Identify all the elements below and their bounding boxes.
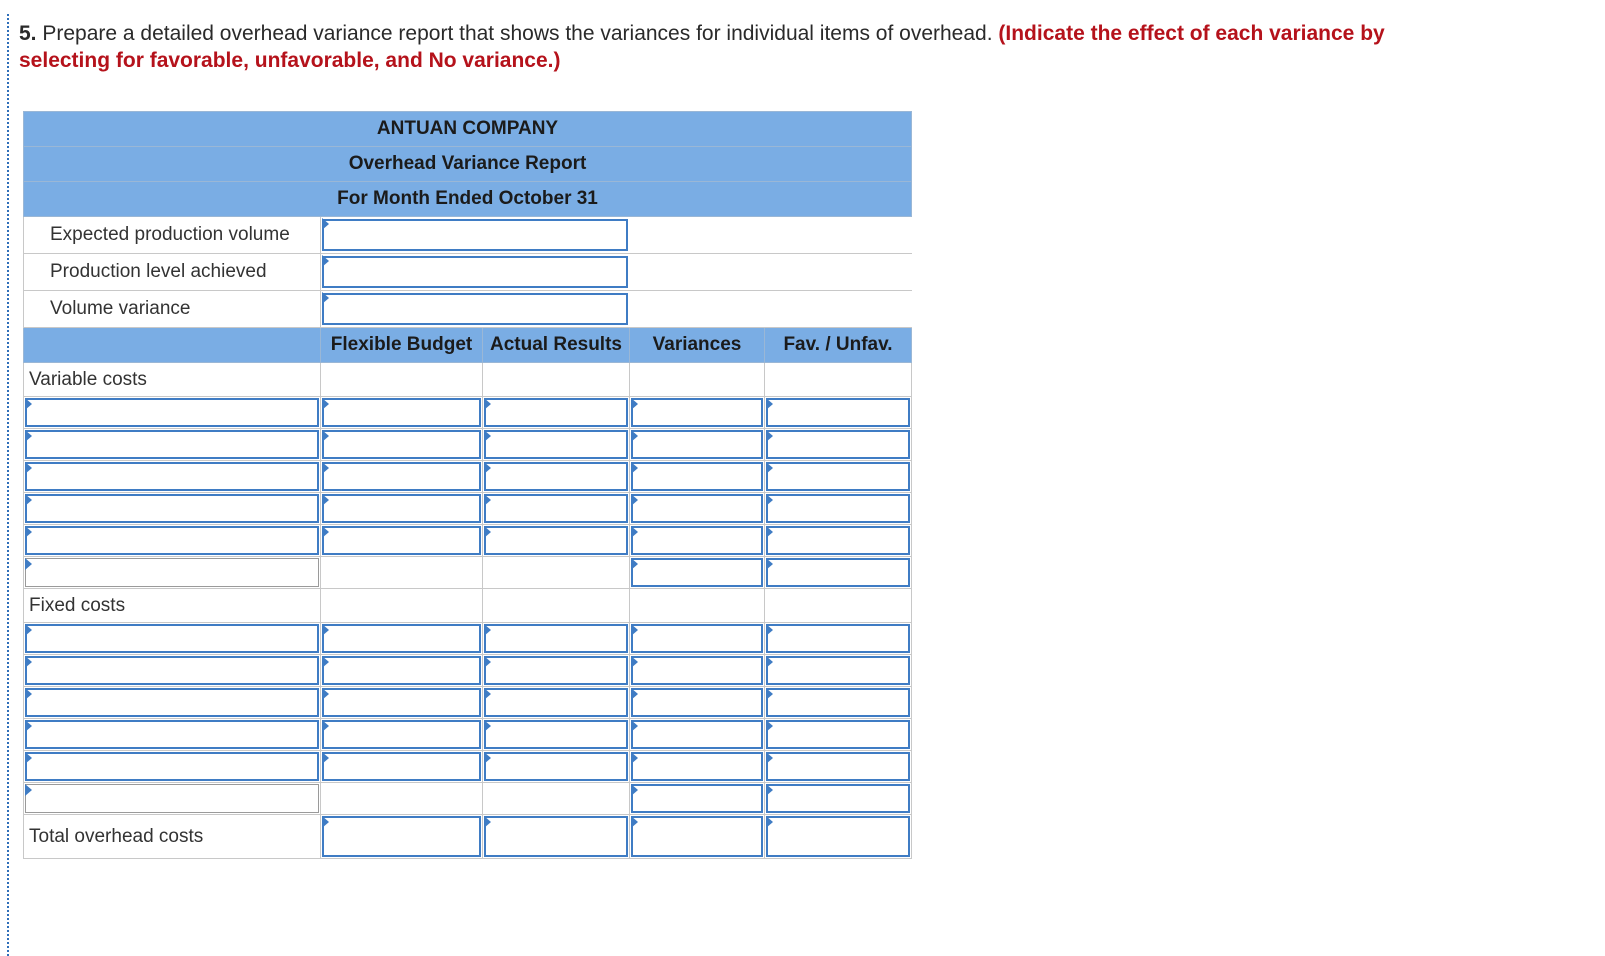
dropdown-marker-icon: [631, 752, 638, 764]
empty-cell: [765, 589, 912, 623]
variable-item-cell: [24, 397, 321, 429]
production-achieved-cell: [321, 254, 912, 291]
fixed-actual-results-input[interactable]: [484, 752, 628, 781]
fixed-variances-cell: [630, 783, 765, 815]
variable-flexible-budget-input[interactable]: [322, 398, 481, 427]
company-name: ANTUAN COMPANY: [24, 112, 912, 147]
variable-fav-unfav-select[interactable]: [766, 398, 910, 427]
table-row: [24, 525, 912, 557]
fixed-item-cell: [24, 623, 321, 655]
table-row: [24, 429, 912, 461]
variable-actual-results-cell: [483, 525, 630, 557]
table-row: [24, 751, 912, 783]
report-title: Overhead Variance Report: [24, 147, 912, 182]
variable-flexible-budget-cell: [321, 397, 483, 429]
fixed-fav-unfav-cell: [765, 719, 912, 751]
variable-variances-cell: [630, 429, 765, 461]
dropdown-marker-icon: [25, 688, 32, 700]
dropdown-marker-icon: [484, 494, 491, 506]
fixed-fav-unfav-select[interactable]: [766, 752, 910, 781]
variable-variances-input[interactable]: [631, 398, 763, 427]
volume-variance-input[interactable]: [322, 293, 628, 325]
fixed-actual-results-input[interactable]: [484, 688, 628, 717]
fixed-variances-input[interactable]: [631, 752, 763, 781]
variable-item-input[interactable]: [25, 526, 319, 555]
variable-item-input[interactable]: [25, 398, 319, 427]
dropdown-marker-icon: [484, 430, 491, 442]
table-row: [24, 557, 912, 589]
fixed-item-input[interactable]: [25, 688, 319, 717]
dropdown-marker-icon: [322, 255, 329, 267]
dropdown-marker-icon: [631, 494, 638, 506]
table-row: [24, 655, 912, 687]
fixed-actual-results-cell: [483, 719, 630, 751]
expected-volume-cell: [321, 217, 912, 254]
fixed-actual-results-cell: [483, 783, 630, 815]
total-flexible-budget-input[interactable]: [322, 816, 481, 857]
variable-fav-unfav-select[interactable]: [766, 558, 910, 587]
fixed-item-cell: [24, 687, 321, 719]
fixed-flexible-budget-cell: [321, 783, 483, 815]
dropdown-marker-icon: [631, 816, 638, 828]
fixed-item-input[interactable]: [25, 784, 319, 813]
fixed-flexible-budget-input[interactable]: [322, 656, 481, 685]
variable-item-cell: [24, 493, 321, 525]
empty-cell: [483, 363, 630, 397]
fixed-fav-unfav-cell: [765, 751, 912, 783]
variable-fav-unfav-select[interactable]: [766, 526, 910, 555]
fixed-flexible-budget-cell: [321, 687, 483, 719]
variable-fav-unfav-cell: [765, 525, 912, 557]
variable-fav-unfav-select[interactable]: [766, 462, 910, 491]
fixed-flexible-budget-cell: [321, 719, 483, 751]
fixed-costs-label: Fixed costs: [24, 589, 321, 623]
variable-variances-cell: [630, 493, 765, 525]
table-row: [24, 687, 912, 719]
empty-cell: [321, 589, 483, 623]
dropdown-marker-icon: [322, 430, 329, 442]
column-header-variances: Variances: [630, 328, 765, 363]
empty-cell: [630, 363, 765, 397]
variable-flexible-budget-cell: [321, 461, 483, 493]
column-header-blank: [24, 328, 321, 363]
dropdown-marker-icon: [766, 526, 773, 538]
dropdown-marker-icon: [25, 430, 32, 442]
dropdown-marker-icon: [484, 624, 491, 636]
fixed-item-input[interactable]: [25, 624, 319, 653]
variable-item-cell: [24, 525, 321, 557]
variable-flexible-budget-input[interactable]: [322, 462, 481, 491]
dropdown-marker-icon: [322, 624, 329, 636]
fixed-fav-unfav-select[interactable]: [766, 624, 910, 653]
fixed-variances-input[interactable]: [631, 688, 763, 717]
dropdown-marker-icon: [25, 720, 32, 732]
total-variances-cell: [630, 815, 765, 859]
dropdown-marker-icon: [322, 688, 329, 700]
dropdown-marker-icon: [25, 558, 32, 570]
dropdown-marker-icon: [322, 816, 329, 828]
variable-cost-rows: [24, 397, 912, 589]
dropdown-marker-icon: [766, 656, 773, 668]
fixed-item-input[interactable]: [25, 752, 319, 781]
fixed-fav-unfav-select[interactable]: [766, 656, 910, 685]
dropdown-marker-icon: [322, 398, 329, 410]
dropdown-marker-icon: [484, 688, 491, 700]
total-actual-results-cell: [483, 815, 630, 859]
fixed-variances-cell: [630, 623, 765, 655]
fixed-variances-input[interactable]: [631, 784, 763, 813]
variable-item-cell: [24, 429, 321, 461]
dropdown-marker-icon: [631, 720, 638, 732]
dropdown-marker-icon: [25, 624, 32, 636]
dropdown-marker-icon: [766, 398, 773, 410]
fixed-variances-input[interactable]: [631, 656, 763, 685]
dropdown-marker-icon: [766, 558, 773, 570]
fixed-actual-results-cell: [483, 655, 630, 687]
dropdown-marker-icon: [484, 526, 491, 538]
variable-fav-unfav-cell: [765, 493, 912, 525]
empty-cell: [321, 363, 483, 397]
dropdown-marker-icon: [631, 558, 638, 570]
variable-flexible-budget-cell: [321, 493, 483, 525]
dropdown-marker-icon: [484, 816, 491, 828]
fixed-item-input[interactable]: [25, 656, 319, 685]
dropdown-marker-icon: [322, 462, 329, 474]
variable-item-input[interactable]: [25, 462, 319, 491]
fixed-cost-rows: [24, 623, 912, 815]
table-row: [24, 719, 912, 751]
fixed-variances-input[interactable]: [631, 720, 763, 749]
variable-flexible-budget-input[interactable]: [322, 526, 481, 555]
fixed-variances-cell: [630, 687, 765, 719]
variable-fav-unfav-select[interactable]: [766, 494, 910, 523]
total-actual-results-input[interactable]: [484, 816, 628, 857]
fixed-flexible-budget-input[interactable]: [322, 752, 481, 781]
dropdown-marker-icon: [25, 784, 32, 796]
fixed-item-cell: [24, 751, 321, 783]
variable-item-cell: [24, 557, 321, 589]
dropdown-marker-icon: [766, 816, 773, 828]
dropdown-marker-icon: [322, 526, 329, 538]
empty-cell: [483, 589, 630, 623]
overhead-variance-report-table: [23, 111, 912, 859]
dropdown-marker-icon: [484, 656, 491, 668]
table-row: [24, 397, 912, 429]
dropdown-marker-icon: [322, 656, 329, 668]
question-text: [19, 20, 1419, 74]
expected-volume-input[interactable]: [322, 219, 628, 251]
question-instruction: (Indicate the effect of each variance by selecting for favorable, unfavorable, and No variance.): [19, 22, 1385, 72]
dropdown-marker-icon: [484, 752, 491, 764]
fixed-fav-unfav-cell: [765, 623, 912, 655]
total-overhead-label: Total overhead costs: [24, 815, 321, 859]
dropdown-marker-icon: [631, 430, 638, 442]
variable-variances-cell: [630, 557, 765, 589]
volume-variance-cell: [321, 291, 912, 328]
fixed-actual-results-cell: [483, 751, 630, 783]
variable-flexible-budget-cell: [321, 525, 483, 557]
fixed-variances-input[interactable]: [631, 624, 763, 653]
dropdown-marker-icon: [322, 720, 329, 732]
dropdown-marker-icon: [322, 292, 329, 304]
fixed-fav-unfav-cell: [765, 687, 912, 719]
variable-variances-input[interactable]: [631, 494, 763, 523]
fixed-actual-results-input[interactable]: [484, 720, 628, 749]
dropdown-marker-icon: [766, 688, 773, 700]
variable-flexible-budget-cell: [321, 557, 483, 589]
total-fav-unfav-select[interactable]: [766, 816, 910, 857]
fixed-fav-unfav-select[interactable]: [766, 784, 910, 813]
variable-fav-unfav-cell: [765, 429, 912, 461]
fixed-variances-cell: [630, 751, 765, 783]
dropdown-marker-icon: [631, 784, 638, 796]
variable-actual-results-input[interactable]: [484, 462, 628, 491]
fixed-fav-unfav-select[interactable]: [766, 720, 910, 749]
variable-actual-results-input[interactable]: [484, 430, 628, 459]
column-header-fav-unfav: Fav. / Unfav.: [765, 328, 912, 363]
fixed-variances-cell: [630, 655, 765, 687]
fixed-item-cell: [24, 783, 321, 815]
empty-cell: [765, 363, 912, 397]
fixed-actual-results-cell: [483, 623, 630, 655]
dropdown-marker-icon: [484, 720, 491, 732]
table-row: [24, 623, 912, 655]
variable-actual-results-cell: [483, 429, 630, 461]
variable-fav-unfav-select[interactable]: [766, 430, 910, 459]
fixed-actual-results-input[interactable]: [484, 624, 628, 653]
table-row: [24, 461, 912, 493]
dropdown-marker-icon: [484, 462, 491, 474]
left-dotted-rule: [7, 14, 9, 956]
variable-variances-input[interactable]: [631, 430, 763, 459]
dropdown-marker-icon: [25, 398, 32, 410]
fixed-actual-results-cell: [483, 687, 630, 719]
dropdown-marker-icon: [766, 720, 773, 732]
dropdown-marker-icon: [766, 784, 773, 796]
dropdown-marker-icon: [322, 494, 329, 506]
variable-actual-results-input[interactable]: [484, 398, 628, 427]
variable-flexible-budget-input[interactable]: [322, 430, 481, 459]
fixed-flexible-budget-cell: [321, 655, 483, 687]
dropdown-marker-icon: [631, 462, 638, 474]
dropdown-marker-icon: [631, 656, 638, 668]
fixed-actual-results-input[interactable]: [484, 656, 628, 685]
column-header-actual-results: Actual Results: [483, 328, 630, 363]
dropdown-marker-icon: [631, 624, 638, 636]
fixed-flexible-budget-cell: [321, 623, 483, 655]
table-row: [24, 493, 912, 525]
fixed-flexible-budget-input[interactable]: [322, 688, 481, 717]
dropdown-marker-icon: [25, 752, 32, 764]
fixed-flexible-budget-input[interactable]: [322, 720, 481, 749]
variable-flexible-budget-cell: [321, 429, 483, 461]
dropdown-marker-icon: [25, 462, 32, 474]
empty-cell: [630, 589, 765, 623]
production-achieved-input[interactable]: [322, 256, 628, 288]
variable-variances-cell: [630, 525, 765, 557]
dropdown-marker-icon: [766, 752, 773, 764]
fixed-flexible-budget-cell: [321, 751, 483, 783]
fixed-flexible-budget-input[interactable]: [322, 624, 481, 653]
fixed-item-input[interactable]: [25, 720, 319, 749]
variable-variances-input[interactable]: [631, 558, 763, 587]
variable-actual-results-cell: [483, 557, 630, 589]
dropdown-marker-icon: [766, 494, 773, 506]
dropdown-marker-icon: [631, 526, 638, 538]
production-achieved-label: Production level achieved: [24, 254, 321, 291]
question-number: 5.: [19, 22, 37, 45]
variable-variances-input[interactable]: [631, 462, 763, 491]
variable-item-input[interactable]: [25, 430, 319, 459]
variable-actual-results-input[interactable]: [484, 526, 628, 555]
total-flexible-budget-cell: [321, 815, 483, 859]
total-variances-input[interactable]: [631, 816, 763, 857]
dropdown-marker-icon: [25, 526, 32, 538]
variable-variances-input[interactable]: [631, 526, 763, 555]
variable-item-input[interactable]: [25, 558, 319, 587]
dropdown-marker-icon: [766, 624, 773, 636]
report-period: For Month Ended October 31: [24, 182, 912, 217]
fixed-variances-cell: [630, 719, 765, 751]
dropdown-marker-icon: [322, 752, 329, 764]
variable-actual-results-cell: [483, 397, 630, 429]
dropdown-marker-icon: [766, 462, 773, 474]
dropdown-marker-icon: [631, 398, 638, 410]
dropdown-marker-icon: [631, 688, 638, 700]
question-body: Prepare a detailed overhead variance report that shows the variances for individual items of overhead.: [36, 22, 999, 45]
fixed-item-cell: [24, 655, 321, 687]
variable-item-input[interactable]: [25, 494, 319, 523]
fixed-fav-unfav-cell: [765, 783, 912, 815]
expected-volume-label: Expected production volume: [24, 217, 321, 254]
fixed-fav-unfav-cell: [765, 655, 912, 687]
variable-fav-unfav-cell: [765, 557, 912, 589]
variable-costs-label: Variable costs: [24, 363, 321, 397]
column-header-flexible-budget: Flexible Budget: [321, 328, 483, 363]
dropdown-marker-icon: [766, 430, 773, 442]
total-fav-unfav-cell: [765, 815, 912, 859]
dropdown-marker-icon: [322, 218, 329, 230]
variable-flexible-budget-input[interactable]: [322, 494, 481, 523]
variable-actual-results-input[interactable]: [484, 494, 628, 523]
dropdown-marker-icon: [25, 656, 32, 668]
dropdown-marker-icon: [484, 398, 491, 410]
volume-variance-label: Volume variance: [24, 291, 321, 328]
fixed-fav-unfav-select[interactable]: [766, 688, 910, 717]
variable-variances-cell: [630, 397, 765, 429]
dropdown-marker-icon: [25, 494, 32, 506]
variable-actual-results-cell: [483, 461, 630, 493]
variable-fav-unfav-cell: [765, 397, 912, 429]
variable-fav-unfav-cell: [765, 461, 912, 493]
variable-actual-results-cell: [483, 493, 630, 525]
variable-item-cell: [24, 461, 321, 493]
variable-variances-cell: [630, 461, 765, 493]
table-row: [24, 783, 912, 815]
fixed-item-cell: [24, 719, 321, 751]
